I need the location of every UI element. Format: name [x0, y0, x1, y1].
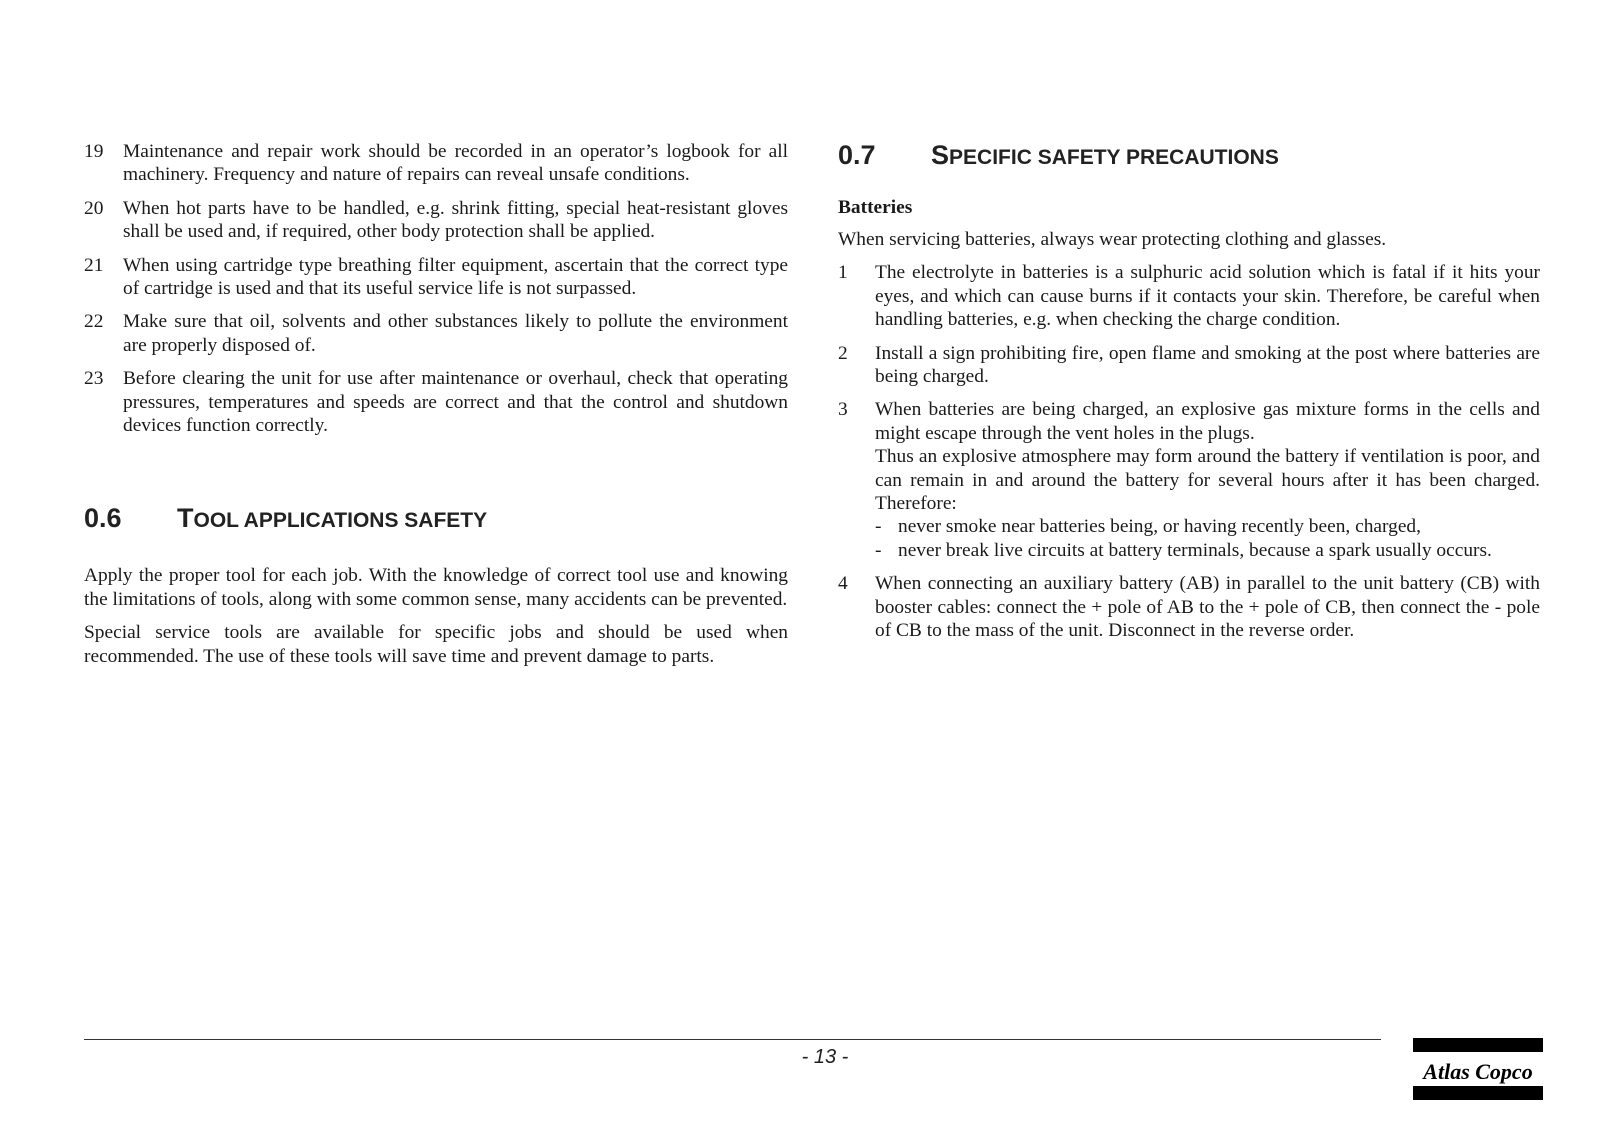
- section-number: 0.7: [838, 140, 876, 170]
- section-number: 0.6: [84, 503, 122, 534]
- list-item: [84, 310, 788, 357]
- item-text: Before clearing the unit for use after maintenance or overhaul, check that operating pressures, temperatures and speeds are correct and that the control and shutdown devices function correctly.: [123, 368, 788, 437]
- item-number: 22: [84, 311, 104, 333]
- item-number: 23: [84, 368, 104, 390]
- dash-bullet: -: [875, 516, 882, 538]
- footer-divider: [84, 1039, 1381, 1040]
- item-text: Install a sign prohibiting fire, open flame and smoking at the post where batteries are being charged.: [875, 342, 1540, 388]
- list-item: [84, 254, 788, 301]
- list-item: [838, 342, 1540, 389]
- item-text: When using cartridge type breathing filter equipment, ascertain that the correct type of cartridge is used and that its useful service life is not surpassed.: [123, 254, 788, 300]
- paragraph: Special service tools are available for specific jobs and should be used when recommended. The use of these tools will save time and prevent damage to parts.: [84, 622, 788, 667]
- item-number: 3: [838, 399, 848, 421]
- item-text: Make sure that oil, solvents and other substances likely to pollute the environment are properly disposed of.: [123, 311, 788, 356]
- dash-list-text: never break live circuits at battery terminals, because a spark usually occurs.: [898, 539, 1492, 561]
- item-number: 21: [84, 254, 104, 276]
- item-number: 20: [84, 197, 104, 219]
- list-item: [838, 261, 1540, 331]
- right-column: [838, 140, 1540, 653]
- page-number: - 13 -: [801, 1046, 849, 1068]
- section-title-initial: S: [931, 140, 950, 170]
- dash-list-text: never smoke near batteries being, or having recently been, charged,: [898, 516, 1421, 538]
- item-number: 2: [838, 342, 848, 364]
- item-number: 4: [838, 573, 848, 595]
- subheading: Batteries: [838, 197, 913, 218]
- item-text: Maintenance and repair work should be recorded in an operator’s logbook for all machinery. Frequency and nature of repairs can reveal unsafe conditions.: [123, 141, 788, 186]
- item-text: When hot parts have to be handled, e.g. shrink fitting, special heat-resistant gloves shall be used and, if required, other body protection shall be applied.: [123, 197, 788, 243]
- item-number: 19: [84, 141, 104, 162]
- list-item: [84, 367, 788, 437]
- intro-paragraph: When servicing batteries, always wear protecting clothing and glasses.: [838, 229, 1387, 250]
- atlas-copco-logo: [1413, 1038, 1543, 1100]
- section-title-initial: T: [177, 503, 194, 534]
- list-item: [838, 398, 1540, 562]
- item-text: The electrolyte in batteries is a sulphuric acid solution which is fatal if it hits your eyes, and which can cause burns if it contacts your skin. Therefore, be careful when handling batteries, e.g. when checking the charge condition.: [875, 262, 1540, 331]
- item-number: 1: [838, 262, 848, 284]
- logo-text: Atlas Copco: [1423, 1059, 1533, 1084]
- dash-list-item: [875, 539, 1540, 562]
- dash-list-item: [875, 515, 1540, 538]
- dash-list: [875, 515, 1540, 562]
- section-heading-0-6: [84, 503, 788, 534]
- left-column: [84, 140, 788, 678]
- item-text-continued: Thus an explosive atmosphere may form around the battery if ventilation is poor, and can remain in and around the battery for several hours after it has been charged. Therefore:: [875, 446, 1540, 515]
- list-item: [838, 572, 1540, 642]
- dash-bullet: -: [875, 539, 882, 561]
- section-title: [177, 503, 487, 534]
- list-item: [84, 140, 788, 187]
- item-text: When batteries are being charged, an explosive gas mixture forms in the cells and might escape through the vent holes in the plugs.: [875, 399, 1540, 444]
- item-text: When connecting an auxiliary battery (AB) in parallel to the unit battery (CB) with booster cables: connect the + pole of AB to the + pole of CB, then connect the - pole of CB to the mass of the unit. Disconnect in the reverse order.: [875, 573, 1540, 642]
- section-heading-0-7: [838, 140, 1540, 171]
- section-title-rest: PECIFIC SAFETY PRECAUTIONS: [949, 146, 1279, 169]
- list-item: [84, 197, 788, 244]
- paragraph: Apply the proper tool for each job. With the knowledge of correct tool use and knowing the limitations of tools, along with some common sense, many accidents can be prevented.: [84, 565, 788, 610]
- section-title: [931, 140, 1279, 171]
- section-title-rest: OOL APPLICATIONS SAFETY: [193, 509, 488, 533]
